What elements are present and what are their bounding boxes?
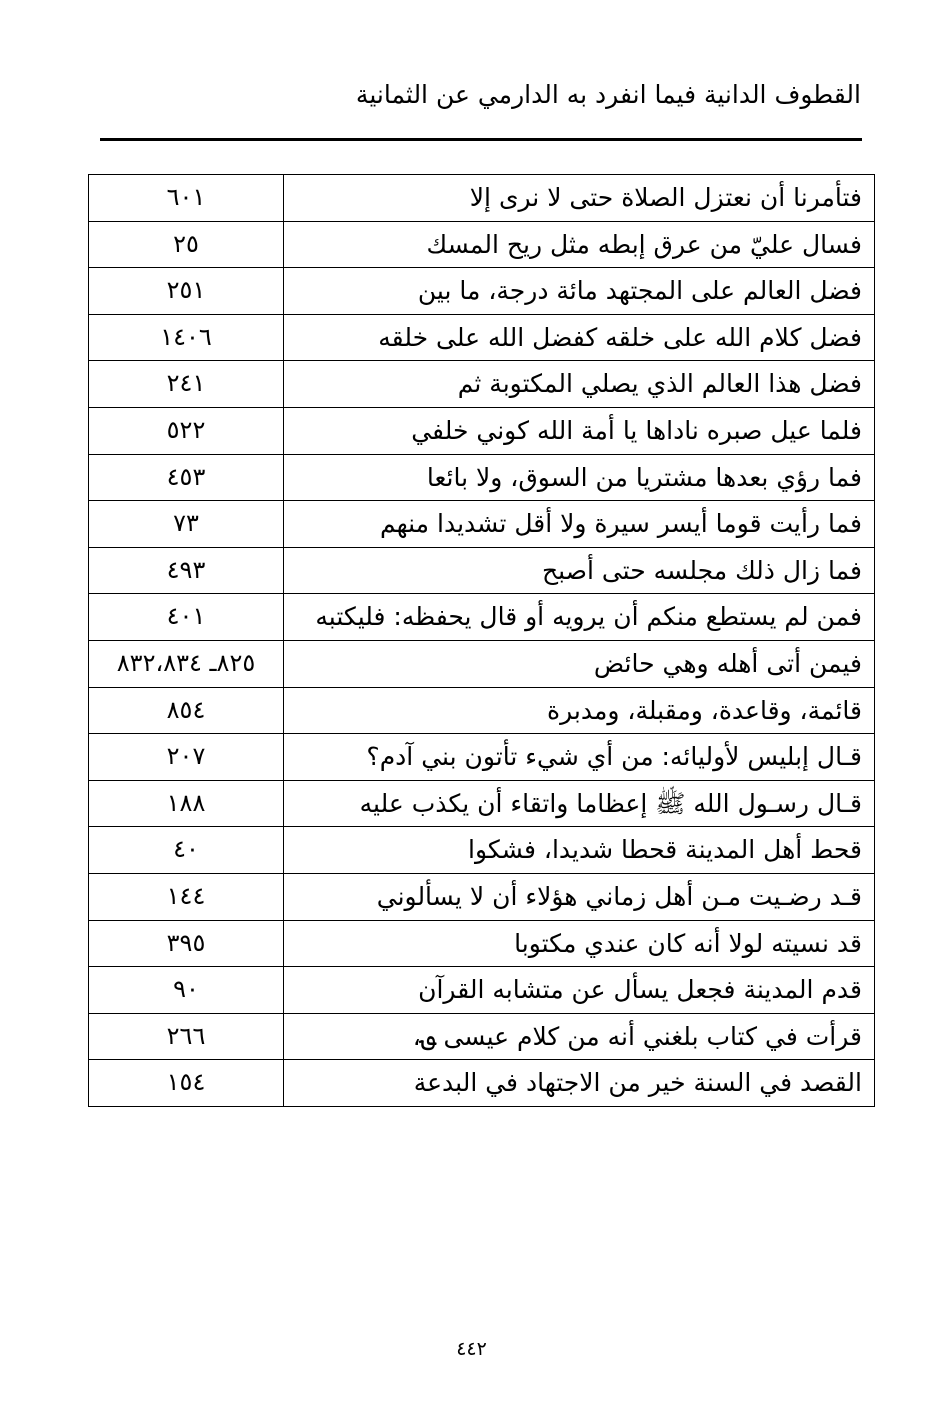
- table-row: [89, 501, 875, 548]
- running-header: القطوف الدانية فيما انفرد به الدارمي عن الثمانية: [355, 80, 861, 109]
- table-row: [89, 780, 875, 827]
- hadith-phrase: قائمة، وقاعدة، ومقبلة، ومدبرة: [284, 687, 875, 734]
- hadith-phrase: فتأمرنا أن نعتزل الصلاة حتى لا نرى إلا: [284, 175, 875, 222]
- index-table-body: [89, 175, 875, 1107]
- page-reference: ٢٥: [89, 221, 284, 268]
- hadith-phrase: قدم المدينة فجعل يسأل عن متشابه القرآن: [284, 967, 875, 1014]
- page-reference: ١٨٨: [89, 780, 284, 827]
- page-reference: ١٤٠٦: [89, 314, 284, 361]
- table-row: [89, 687, 875, 734]
- table-row: [89, 407, 875, 454]
- page-reference: ٥٢٢: [89, 407, 284, 454]
- table-row: [89, 175, 875, 222]
- page-reference: ٢٥١: [89, 268, 284, 315]
- hadith-phrase: فمن لم يستطع منكم أن يرويه أو قال يحفظه: فليكتبه: [284, 594, 875, 641]
- table-row: [89, 361, 875, 408]
- hadith-phrase: فضل كلام الله على خلقه كفضل الله على خلقه: [284, 314, 875, 361]
- page-reference: ٩٠: [89, 967, 284, 1014]
- table-row: [89, 594, 875, 641]
- hadith-phrase: فما زال ذلك مجلسه حتى أصبح: [284, 547, 875, 594]
- hadith-phrase: فما رأيت قوما أيسر سيرة ولا أقل تشديدا منهم: [284, 501, 875, 548]
- table-row: [89, 314, 875, 361]
- table-row: [89, 1060, 875, 1107]
- hadith-phrase: فما رؤي بعدها مشتريا من السوق، ولا بائعا: [284, 454, 875, 501]
- header-rule: [100, 138, 862, 141]
- table-row: [89, 967, 875, 1014]
- table-row: [89, 268, 875, 315]
- page-reference: ١٤٤: [89, 873, 284, 920]
- page-number: ٤٤٢: [456, 1338, 487, 1360]
- page-reference: ٦٠١: [89, 175, 284, 222]
- hadith-phrase: فيمن أتى أهله وهي حائض: [284, 640, 875, 687]
- hadith-phrase: القصد في السنة خير من الاجتهاد في البدعة: [284, 1060, 875, 1107]
- page-reference: ٧٣: [89, 501, 284, 548]
- page-reference: ١٥٤: [89, 1060, 284, 1107]
- page-reference: ٤٠: [89, 827, 284, 874]
- page-reference: ٤٩٣: [89, 547, 284, 594]
- table-row: [89, 454, 875, 501]
- page-reference: ٨٢٥ـ ٨٣٢،٨٣٤: [89, 640, 284, 687]
- table-row: [89, 873, 875, 920]
- hadith-phrase: فسال عليّ من عرق إبطه مثل ريح المسك: [284, 221, 875, 268]
- page-reference: ٤٥٣: [89, 454, 284, 501]
- hadith-phrase: قـد رضـيت مـن أهل زماني هؤلاء أن لا يسألوني: [284, 873, 875, 920]
- table-row: [89, 640, 875, 687]
- hadith-phrase: قرأت في كتاب بلغني أنه من كلام عيسى ؈،: [284, 1013, 875, 1060]
- page-reference: ٢٠٧: [89, 734, 284, 781]
- table-row: [89, 221, 875, 268]
- index-table: [88, 174, 875, 1107]
- hadith-phrase: فضل العالم على المجتهد مائة درجة، ما بين: [284, 268, 875, 315]
- page-reference: ٢٤١: [89, 361, 284, 408]
- hadith-phrase: فلما عيل صبره ناداها يا أمة الله كوني خلفي: [284, 407, 875, 454]
- page-reference: ٨٥٤: [89, 687, 284, 734]
- page-reference: ٣٩٥: [89, 920, 284, 967]
- table-row: [89, 827, 875, 874]
- page-reference: ٤٠١: [89, 594, 284, 641]
- hadith-phrase: قد نسيته لولا أنه كان عندي مكتوبا: [284, 920, 875, 967]
- hadith-phrase: قـال رسـول الله ﷺ إعظاما واتقاء أن يكذب عليه: [284, 780, 875, 827]
- hadith-phrase: قـال إبليس لأوليائه: من أي شيء تأتون بني آدم؟: [284, 734, 875, 781]
- page-reference: ٢٦٦: [89, 1013, 284, 1060]
- hadith-phrase: فضل هذا العالم الذي يصلي المكتوبة ثم: [284, 361, 875, 408]
- table-row: [89, 734, 875, 781]
- table-row: [89, 547, 875, 594]
- hadith-phrase: قحط أهل المدينة قحطا شديدا، فشكوا: [284, 827, 875, 874]
- table-row: [89, 920, 875, 967]
- table-row: [89, 1013, 875, 1060]
